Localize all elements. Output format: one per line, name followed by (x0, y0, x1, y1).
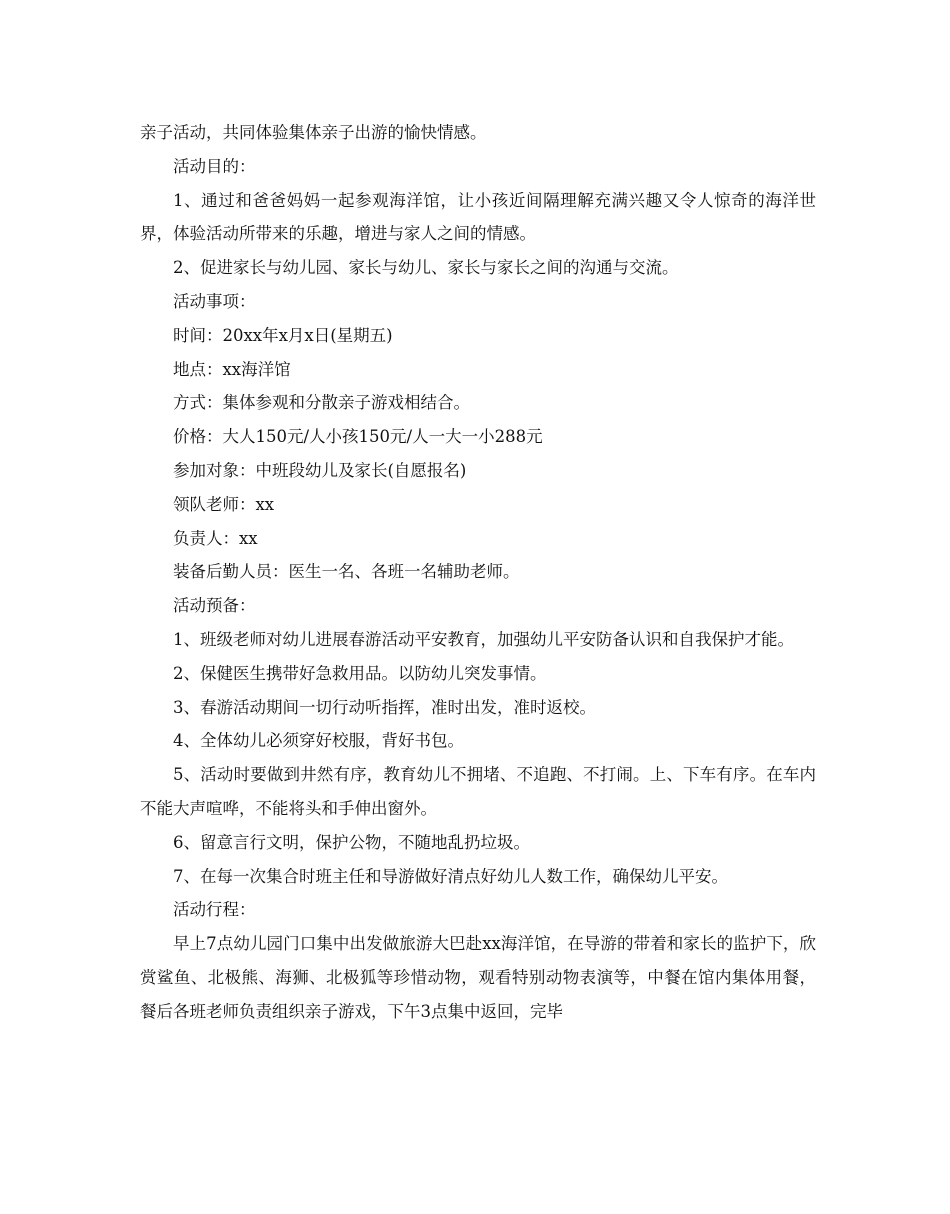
detail-lead-teacher: 领队老师：xx (173, 494, 275, 514)
preparation-item-3: 3、春游活动期间一切行动听指挥，准时出发，准时返校。 (173, 697, 596, 717)
heading-activity-itinerary: 活动行程： (173, 900, 256, 920)
heading-activity-preparation: 活动预备： (173, 596, 256, 616)
heading-activity-purpose: 活动目的： (173, 156, 256, 176)
purpose-item-1: 1、通过和爸爸妈妈一起参观海洋馆，让小孩近间隔理解充满兴趣又令人惊奇的海洋世界，体验活动所带来的乐趣，增进与家人之间的情感。 (140, 190, 816, 244)
detail-logistics-staff: 装备后勤人员：医生一名、各班一名辅助老师。 (173, 562, 520, 582)
detail-person-in-charge: 负责人：xx (173, 528, 258, 548)
document-body (140, 116, 816, 1029)
preparation-item-2: 2、保健医生携带好急救用品。以防幼儿突发事情。 (173, 663, 547, 683)
preparation-item-5: 5、活动时要做到井然有序，教育幼儿不拥堵、不追跑、不打闹。上、下车有序。在车内不能大声喧哗，不能将头和手伸出窗外。 (140, 765, 816, 818)
preparation-item-1: 1、班级老师对幼儿进展春游活动平安教育，加强幼儿平安防备认识和自我保护才能。 (173, 629, 794, 649)
preparation-item-7: 7、在每一次集合时班主任和导游做好清点好幼儿人数工作，确保幼儿平安。 (173, 866, 728, 886)
detail-participants: 参加对象：中班段幼儿及家长(自愿报名) (173, 460, 467, 480)
itinerary-text: 早上7点幼儿园门口集中出发做旅游大巴赴xx海洋馆，在导游的带着和家长的监护下，欣赏鲨鱼、北极熊、海狮、北极狐等珍惜动物，观看特别动物表演等，中餐在馆内集体用餐，餐后各班老师负责组织亲子游戏，下午3点集中返回，完毕 (140, 934, 816, 1021)
detail-price: 价格：大人150元/人小孩150元/人一大一小288元 (173, 427, 543, 447)
heading-activity-matters: 活动事项： (173, 291, 256, 311)
paragraph-continuation: 亲子活动，共同体验集体亲子出游的愉快情感。 (140, 123, 487, 142)
detail-location: 地点：xx海洋馆 (173, 359, 291, 379)
purpose-item-2: 2、促进家长与幼儿园、家长与幼儿、家长与家长之间的沟通与交流。 (173, 258, 679, 278)
preparation-item-6: 6、留意言行文明，保护公物，不随地乱扔垃圾。 (173, 832, 530, 852)
detail-format: 方式：集体参观和分散亲子游戏相结合。 (173, 393, 470, 413)
detail-time: 时间：20xx年x月x日(星期五) (173, 325, 393, 345)
preparation-item-4: 4、全体幼儿必须穿好校服，背好书包。 (173, 731, 464, 751)
